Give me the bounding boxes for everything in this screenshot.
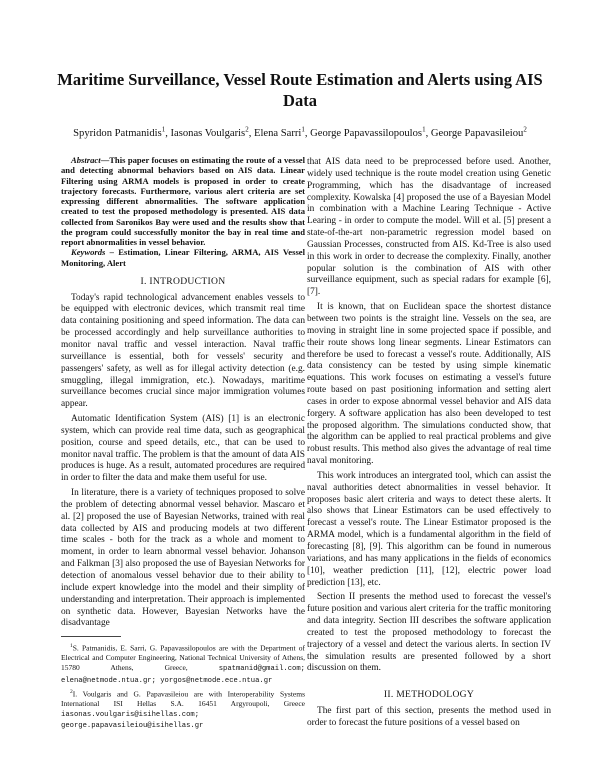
footnote-2: $^2$I. Voulgaris and G. Papavasileiou are with Interoperability Systems International ISI Hellas S.A. 16451 Argyroupoli, Greece iasonas.voulgaris@isihellas.com; george.papavasileiou@isihellas.gr — [61, 689, 305, 731]
section-heading-introduction: I. INTRODUCTION — [140, 275, 226, 287]
author: Elena Sarri$^1$, — [253, 125, 311, 139]
abstract-label: Abstract — [71, 155, 101, 165]
paragraph: In literature, there is a variety of techniques proposed to solve the problem of detecting abnormal vessel behavior. Mascaro et al. [2] proposed the use of Bayesian Networks, trained with real data collected by AIS and producing models at two different time scales - both for the track as a whole and moment to moment, in order to learn abnormal vessel behavior. Johanson and Falkman [3] also proposed the use of Bayesian Networks for detection of anomalous vessel behavior due to their ability to include expert knowledge into the model and their simplity of understanding and interpretation. Their approach is implemented on synthetic data. However, Bayesian Networks have the disadvantage — [61, 488, 305, 629]
footnote-1: $^1$S. Patmanidis, E. Sarri, G. Papavassilopoulos are with the Department of Electrical and Computer Engineering, National Technical University of Athens, 15780 Athens, Greece, spatmanid@gmail.com; elena@netmode.ntua.gr; yorgos@netmode.ece.ntua.gr — [61, 643, 305, 685]
abstract-text: —This paper focuses on estimating the route of a vessel and detecting abnormal behaviors based on AIS data. Linear Filtering using ARMA models is proposed in order to create trajectory forecasts. Furthermore, various alert criteria are set expressing different abnormalities. The software application created to test the proposed methodology is presented. AIS data collected from Saronikos Bay were used and the results show that the program could successfully monitor the bay in real time and report abnormalities in vessel behavior. — [61, 155, 305, 247]
paper-title: Maritime Surveillance, Vessel Route Estimation and Alerts using AIS Data — [57, 70, 543, 110]
paragraph: This work introduces an intergrated tool, which can assist the naval authorities detect abnormalities in vessel behavior. It proposes basic alert criteria and ways to detect these alerts. It also shows that Linear Estimators can be used effectively to forecast a vessel's route. The Linear Estimator proposed is the ARMA model, which is a fundamental algorithm in the field of forecasting [8], [9]. This algorithm can be found in numerous variations, and has many applications in the fields of economics [10], weather prediction [11], [12], electric power load prediction [13], etc. — [307, 470, 551, 588]
abstract — [61, 155, 305, 247]
footnote-divider — [61, 636, 121, 637]
paragraph: The first part of this section, presents the method used in order to forecast the future positions of a vessel based on — [307, 706, 551, 728]
keywords-text: – Estimation, Linear Filtering, ARMA, AIS Vessel Monitoring, Alert — [61, 247, 305, 268]
author: Iasonas Voulgaris$^2$, — [170, 125, 254, 139]
author: George Papavassilopoulos$^1$, — [310, 125, 431, 139]
footnote-1-emails: spatmanid@gmail.com; elena@netmode.ntua.gr; yorgos@netmode.ece.ntua.gr — [61, 664, 305, 685]
section-heading-methodology: II. METHODOLOGY — [383, 689, 475, 701]
paragraph: Automatic Identification System (AIS) [1] is an electronic system, which can provide real time data, such as geographical position, course and speed details, etc., that can be used to monitor naval traffic. The problem is that the amount of data AIS produces is huge. As a result, automated procedures are required in order to filter the data and make them useful for use. — [61, 414, 305, 484]
keywords-label: Keywords — [71, 247, 106, 258]
right-column — [307, 157, 551, 733]
paragraph: Section II presents the method used to forecast the vessel's future position and various alert criteria for the traffic monitoring and data integrity. Section III describes the software application created to test the proposed methodology to forecast the trajectory of a vessel and detect the various alerts. In section IV the simulation results are presented followed by a short discussion on them. — [307, 592, 551, 674]
footnote-2-emails: iasonas.voulgaris@isihellas.com; george.papavasileiou@isihellas.gr — [61, 710, 204, 731]
paragraph: Today's rapid technological advancement enables vessels to be equipped with electronic devices, which transmit real time data containing positioning and speed information. The data can be processed accordingly and help surveillance authorities to monitor naval traffic and vessel interaction. Naval traffic surveillance is essential, both for vessels' security and passengers' safety, as well as for illegal activity detection (e.g. smuggling, illegal immigration, etc.). Nowadays, maritime surveillance becomes crucial since major immigration volumes appear. — [61, 292, 305, 410]
keywords — [61, 247, 305, 268]
author-list — [30, 122, 570, 141]
author: George Papavasileiou$^2$ — [430, 125, 527, 139]
paragraph: that AIS data need to be preprocessed before used. Another, widely used technique is the route model creation using Genetic Programming, which has the disadvantage of increased complexity. Kowalska [4] proposed the use of a Bayesian Model in combination with a Machine Learing Technique - Active Learing - in order to compute the model. Will et al. [5] present a state-of-the-art non-parametric regression model based on Gaussian Processes, constructed from AIS. Kd-Tree is also used in this work in order to decrease the complexity. Finally, another popular solution is the combination of AIS with other surveillance equipment, such as special radars for example [6], [7]. — [307, 157, 551, 298]
author: Spyridon Patmanidis$^1$, — [73, 125, 171, 139]
left-column — [61, 155, 305, 734]
paragraph: It is known, that on Euclidean space the shortest distance between two points is the straight line. Vessels on the sea, are moving in straight line in some projected space if possible, and their route shows long linear segments. Linear Estimators can therefore be used to forecast a vessel's route. Additionally, AIS data consistency can be tested by using simple kinematic equations. This work focuses on estimating a vessel's future route based on past positioning information and setting alert cases in order to expose abnormal vessel behavior and AIS data forgery. A software application has also been developed to test the proposed algorithm. The simulations conducted show, that the algorithm can be applied to real practical problems and give robust results. This method also gives the advantage of real time naval monitoring. — [307, 302, 551, 467]
